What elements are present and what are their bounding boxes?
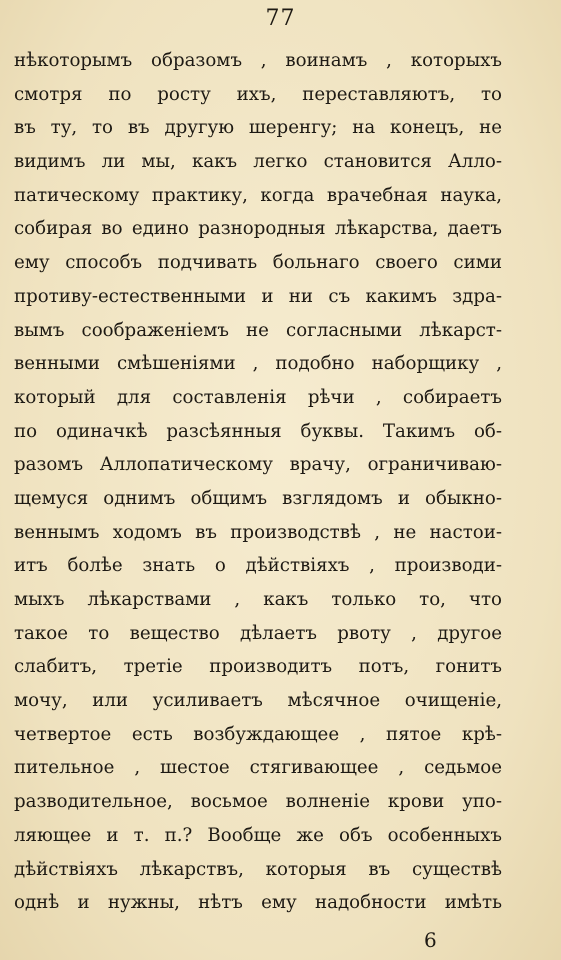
text-line: смотря по росту ихъ, переставляютъ, то xyxy=(14,83,502,105)
text-line: въ ту, то въ другую шеренгу; на конецъ, не xyxy=(14,117,502,139)
text-line: четвертое есть возбуждающее , пятое крѣ- xyxy=(14,723,502,745)
text-line: мыхъ лѣкарствами , какъ только то, что xyxy=(14,589,502,610)
page-number: 77 xyxy=(265,6,296,31)
text-line: слабитъ, третiе производитъ потъ, гонитъ xyxy=(14,656,502,678)
text-line: однѣ и нужны, нѣтъ ему надобности имѣть xyxy=(14,892,502,914)
text-line: собирая во едино разнородныя лѣкарства, даетъ xyxy=(14,218,502,240)
text-line: который для составленiя рѣчи , собираетъ xyxy=(14,386,502,408)
text-line: итъ болѣе знать о дѣйствiяхъ , производи- xyxy=(14,555,502,577)
text-line: пительное , шестое стягивающее , седьмое xyxy=(14,757,502,779)
text-line: по одиначкѣ разсѣянныя буквы. Такимъ об- xyxy=(14,420,502,442)
text-line: дѣйствiяхъ лѣкарствъ, которыя въ существѣ xyxy=(14,858,502,880)
text-line: противу-естественными и ни съ какимъ здра- xyxy=(14,285,502,307)
text-line: такое то вещество дѣлаетъ рвоту , другое xyxy=(14,622,502,644)
text-line: вымъ соображенiемъ не согласными лѣкарст- xyxy=(14,319,502,341)
text-line: мочу, или усиливаетъ мѣсячное очищенiе, xyxy=(14,690,502,712)
text-line: щемуся однимъ общимъ взглядомъ и обыкно- xyxy=(14,487,502,509)
text-line: патическому практику, когда врачебная наука, xyxy=(14,184,502,206)
text-line: разомъ Аллопатическому врачу, ограничиваю- xyxy=(14,454,502,476)
text-line: разводительное, восьмое волненiе крови упо- xyxy=(14,791,502,813)
text-line: ляющее и т. п.? Вообще же объ особенныхъ xyxy=(14,824,502,846)
text-line: нѣкоторымъ образомъ , воинамъ , которыхъ xyxy=(14,50,502,71)
body-text xyxy=(14,44,502,920)
text-line: венными смѣшенiями , подобно наборщику , xyxy=(14,353,502,375)
text-line: видимъ ли мы, какъ легко становится Алло- xyxy=(14,151,502,173)
signature-mark: 6 xyxy=(424,928,437,952)
text-line: веннымъ ходомъ въ производствѣ , не настои- xyxy=(14,521,502,543)
text-line: ему способъ подчивать больнаго своего сими xyxy=(14,252,502,274)
